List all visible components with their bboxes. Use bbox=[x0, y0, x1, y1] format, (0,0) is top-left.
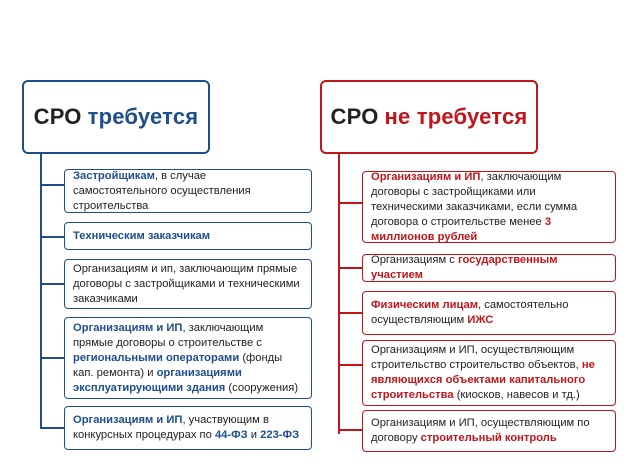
highlighted-text: 44-ФЗ bbox=[214, 429, 248, 441]
highlighted-text: Организациям и ИП bbox=[73, 414, 183, 426]
right-column bbox=[320, 0, 640, 472]
right-branch-line bbox=[338, 429, 362, 431]
left-item-text bbox=[73, 262, 303, 307]
right-item-text bbox=[371, 253, 607, 283]
right-item-card bbox=[362, 291, 616, 335]
text-segment: , участвующим в конкурсных процедурах по bbox=[73, 414, 269, 441]
text-segment: (сооружения) bbox=[225, 381, 299, 394]
highlighted-text: строительный контроль bbox=[420, 432, 557, 444]
right-item-card bbox=[362, 171, 616, 243]
left-item-card bbox=[64, 259, 312, 309]
text-segment: (киосков, навесов и тд.) bbox=[453, 389, 580, 401]
highlighted-text: государственным участием bbox=[371, 254, 558, 281]
header-required-word: требуется bbox=[87, 104, 199, 129]
right-item-card bbox=[362, 254, 616, 282]
left-connector-line bbox=[40, 154, 42, 428]
right-item-text bbox=[371, 298, 607, 328]
left-item-card bbox=[64, 317, 312, 399]
left-item-text bbox=[73, 413, 303, 443]
right-item-text bbox=[371, 170, 607, 245]
highlighted-text: 3 миллионов рублей bbox=[371, 215, 552, 243]
text-segment: Организациям и ИП, осуществляющим по договору bbox=[371, 417, 590, 444]
left-item-card bbox=[64, 406, 312, 450]
left-branch-line bbox=[40, 236, 64, 238]
right-item-card bbox=[362, 340, 616, 406]
header-not-required-word: не требуется bbox=[384, 104, 528, 129]
left-item-card bbox=[64, 169, 312, 213]
right-branch-line bbox=[338, 312, 362, 314]
highlighted-text: Организациям и ИП bbox=[73, 321, 183, 334]
left-item-text bbox=[73, 169, 303, 214]
highlighted-text: 223-ФЗ bbox=[260, 429, 300, 441]
left-item-card bbox=[64, 222, 312, 250]
highlighted-text: Организациям и ИП bbox=[371, 170, 481, 183]
left-branch-line bbox=[40, 427, 64, 429]
text-segment: , самостоятельно осуществляющим bbox=[371, 299, 569, 326]
right-branch-line bbox=[338, 267, 362, 269]
sro-required-header bbox=[22, 80, 210, 154]
sro-not-required-header bbox=[320, 80, 538, 154]
left-item-text bbox=[73, 321, 303, 396]
text-segment: , заключающим договоры с застройщиками или техническими заказчиками, если сумма договора о строительстве менее bbox=[371, 170, 578, 228]
highlighted-text: Застройщикам bbox=[73, 169, 155, 182]
highlighted-text: региональными операторами bbox=[73, 351, 240, 364]
text-segment: (фонды кап. ремонта) и bbox=[73, 351, 283, 379]
highlighted-text: не являющихся объектами капитального строительства bbox=[371, 359, 595, 401]
highlighted-text: организациями эксплуатирующими здания bbox=[73, 366, 242, 394]
left-branch-line bbox=[40, 283, 64, 285]
highlighted-text: Техническим заказчикам bbox=[73, 229, 211, 242]
header-sro-word: СРО bbox=[330, 104, 379, 129]
text-segment: и bbox=[247, 429, 261, 441]
text-segment: , в случае самостоятельного осуществления строительства bbox=[73, 169, 251, 212]
highlighted-text: Физическим лицам bbox=[371, 299, 479, 311]
left-item-text bbox=[73, 229, 210, 244]
right-branch-line bbox=[338, 364, 362, 366]
right-branch-line bbox=[338, 202, 362, 204]
highlighted-text: ИЖС bbox=[467, 314, 494, 326]
left-branch-line bbox=[40, 184, 64, 186]
right-connector-line bbox=[338, 154, 340, 434]
text-segment: Организациям и ип, заключающим прямые договоры с застройщиками и техническими заказчиками bbox=[73, 262, 300, 305]
text-segment: , заключающим прямые договоры о строительстве с bbox=[73, 321, 264, 349]
header-sro-word: СРО bbox=[33, 104, 82, 129]
right-item-text bbox=[371, 416, 607, 446]
right-item-text bbox=[371, 343, 607, 403]
right-item-card bbox=[362, 410, 616, 452]
left-branch-line bbox=[40, 357, 64, 359]
text-segment: Организациям с bbox=[371, 254, 458, 266]
text-segment: Организациям и ИП, осуществляющим строительство строительство объектов, bbox=[371, 344, 582, 371]
